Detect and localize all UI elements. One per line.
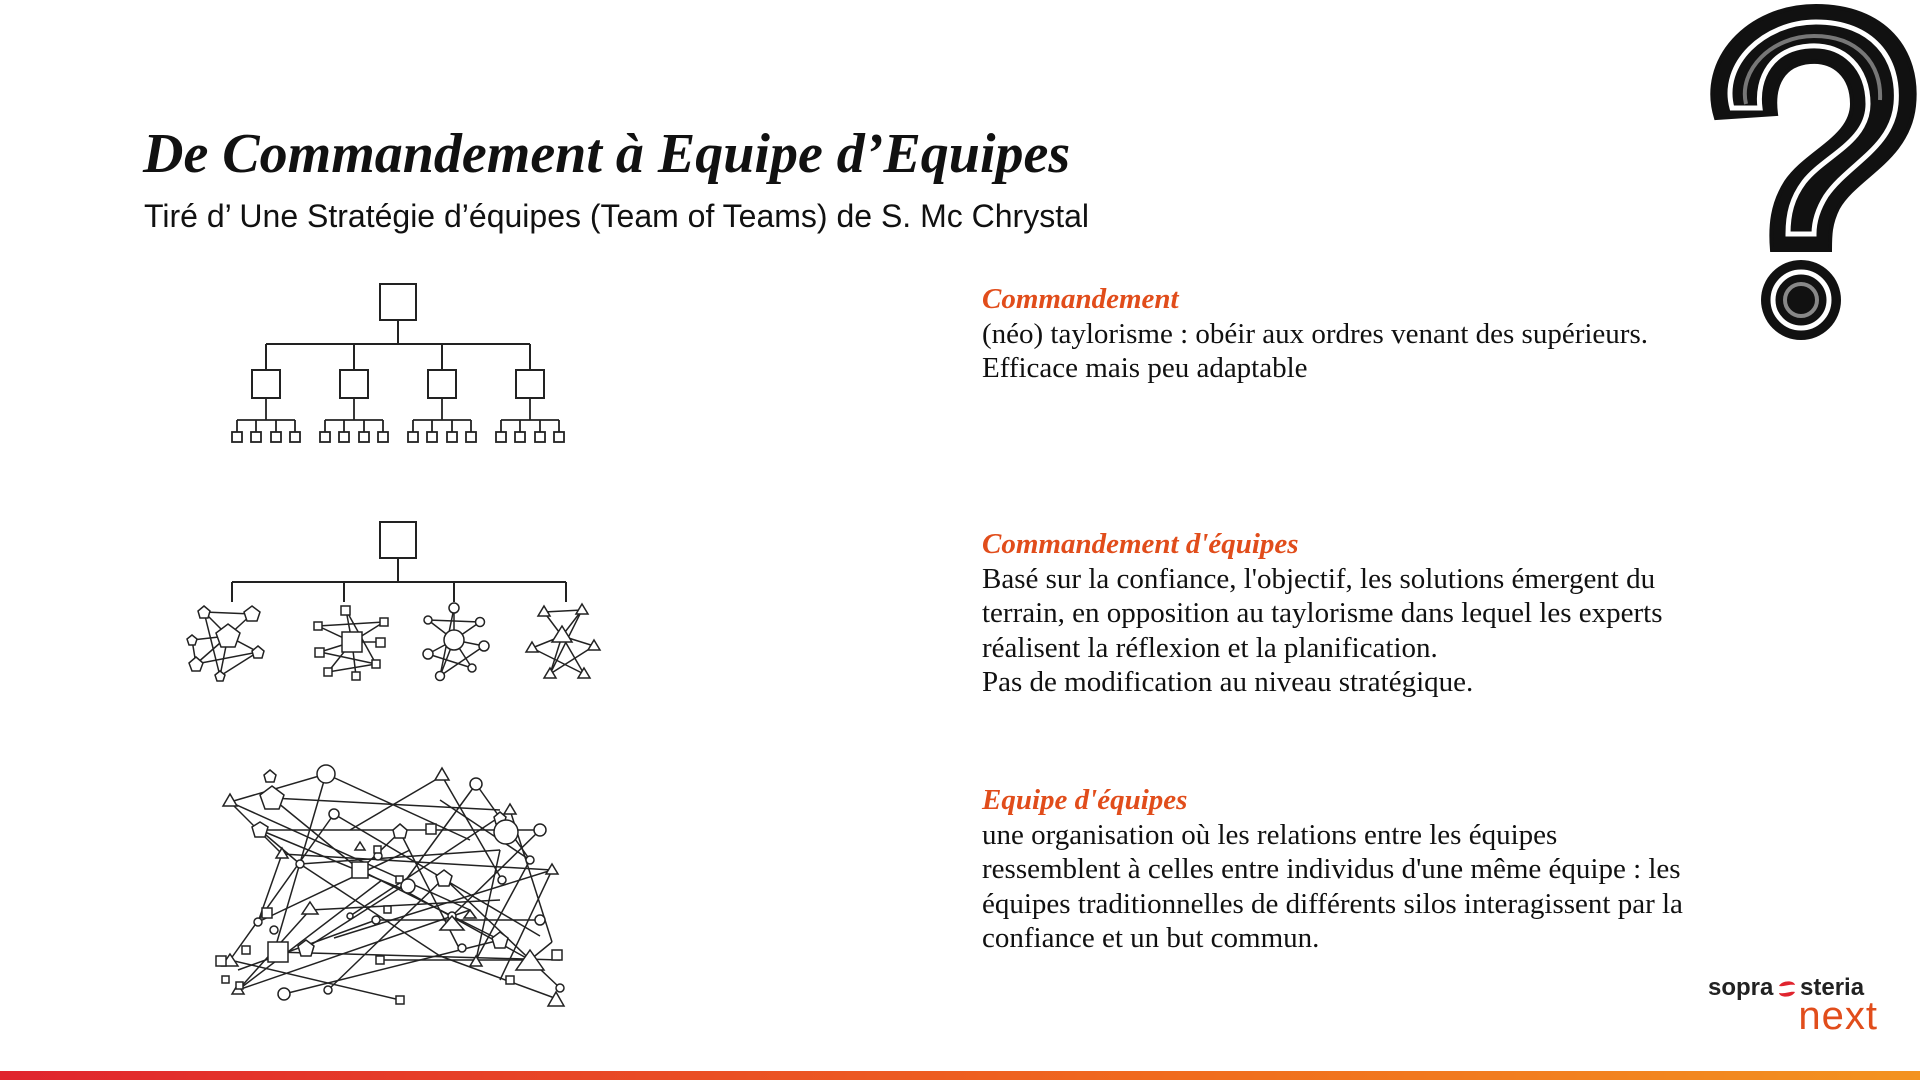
team-circles bbox=[423, 603, 489, 681]
team-squares bbox=[314, 606, 388, 680]
sopra-steria-next-logo bbox=[1708, 974, 1878, 1036]
section-heading: Commandement d'équipes bbox=[982, 528, 1299, 560]
section-text-line: une organisation où les relations entre les équipes bbox=[982, 818, 1558, 851]
section-text-line: Basé sur la confiance, l'objectif, les solutions émergent du bbox=[982, 562, 1656, 595]
logo-word-next: next bbox=[1798, 994, 1878, 1038]
page-title: De Commandement à Equipe d’Equipes bbox=[143, 123, 1071, 185]
section-text-line: Efficace mais peu adaptable bbox=[982, 352, 1308, 384]
section-text-line: confiance et un but commun. bbox=[982, 922, 1320, 954]
section-commandement bbox=[982, 282, 1802, 386]
page-subtitle: Tiré d’ Une Stratégie d’équipes (Team of Teams) de S. Mc Chrystal bbox=[144, 198, 1089, 234]
team-triangles bbox=[526, 604, 600, 678]
section-heading: Commandement bbox=[982, 283, 1179, 315]
team-pentagons bbox=[187, 606, 264, 681]
mid-level-nodes bbox=[252, 344, 544, 398]
top-node bbox=[380, 284, 416, 320]
section-text-line: équipes traditionnelles de différents silos interagissent par la bbox=[982, 887, 1683, 920]
section-text-line: ressemblent à celles entre individus d'une même équipe : les bbox=[982, 853, 1681, 885]
section-text-line: Pas de modification au niveau stratégique. bbox=[982, 666, 1474, 698]
logo-word-sopra: sopra bbox=[1708, 974, 1774, 1001]
team-of-teams-network-diagram bbox=[200, 760, 600, 1010]
top-node bbox=[380, 522, 416, 558]
logo-swirl-icon bbox=[1776, 978, 1798, 1000]
section-text-line: terrain, en opposition au taylorisme dans lequel les experts bbox=[982, 597, 1663, 629]
command-hierarchy-diagram bbox=[220, 280, 580, 450]
section-commandement-equipes bbox=[982, 527, 1802, 700]
bottom-accent-bar bbox=[0, 1071, 1920, 1080]
question-mark-icon bbox=[1688, 0, 1920, 345]
section-equipe-equipes bbox=[982, 783, 1802, 956]
bottom-level-nodes bbox=[232, 398, 564, 442]
logo-word-steria: steria bbox=[1800, 974, 1865, 1001]
section-heading: Equipe d'équipes bbox=[982, 784, 1188, 816]
section-text-line: réalisent la réflexion et la planification. bbox=[982, 631, 1438, 664]
command-of-teams-diagram bbox=[170, 518, 630, 688]
section-text-line: (néo) taylorisme : obéir aux ordres venant des supérieurs. bbox=[982, 317, 1648, 350]
